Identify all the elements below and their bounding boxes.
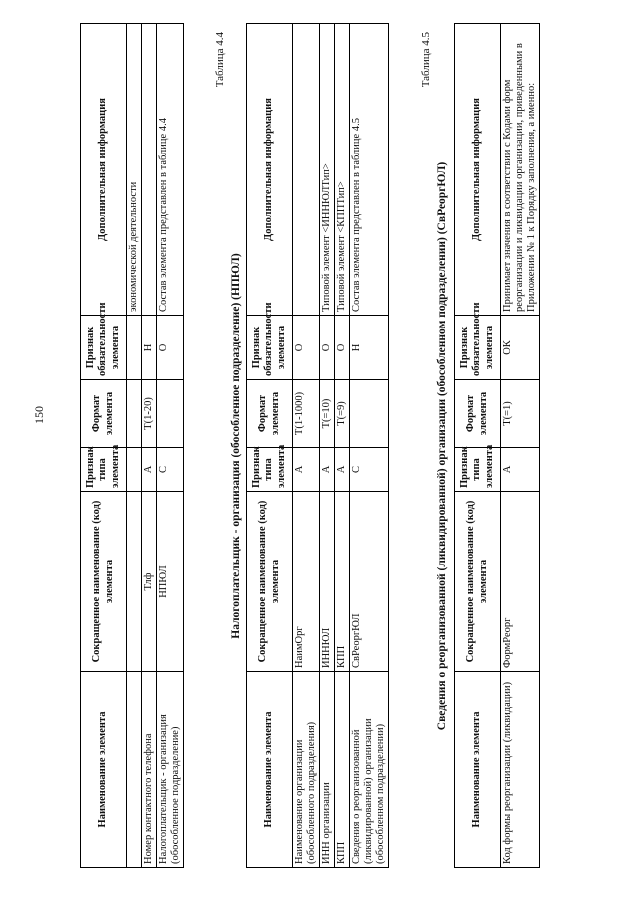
table-label-4-5: Таблица 4.5 — [420, 32, 432, 88]
col-header-mandatory: Признак обязательности элемента — [247, 316, 293, 380]
table-row — [501, 24, 540, 868]
col-header-type: Признак типа элемента — [455, 448, 501, 492]
cell-name: Сведения о реорганизованной (ликвидированной) организации (обособленном подразделении) — [350, 672, 389, 868]
col-header-mandatory: Признак обязательности элемента — [81, 316, 127, 380]
table-title-4-5: Сведения о реорганизованной (ликвидированной) организации (обособленном подразделении) (СвРеоргЮЛ) — [436, 161, 448, 731]
table-row — [350, 24, 389, 868]
cell-info: Принимает значения в соответствии с Кодами форм реорганизации и ликвидации организации, приведенными в Приложении № 1 к Порядку заполнения, а именно: — [501, 24, 540, 316]
cell-info: Состав элемента представлен в таблице 4.5 — [350, 24, 389, 316]
cell-name: ИНН организации — [320, 672, 335, 868]
col-header-type: Признак типа элемента — [81, 448, 127, 492]
cell-type: А — [501, 448, 540, 492]
cell-mandatory: О — [335, 316, 350, 380]
col-header-info: Дополнительная информация — [81, 24, 127, 316]
cell-type: С — [157, 448, 184, 492]
cell-code — [127, 492, 142, 672]
table-row — [320, 24, 335, 868]
cell-info — [142, 24, 157, 316]
cell-name — [127, 672, 142, 868]
cell-format: T(1-20) — [142, 380, 157, 448]
table-row — [142, 24, 157, 868]
cell-mandatory: Н — [142, 316, 157, 380]
cell-format: T(=9) — [335, 380, 350, 448]
col-header-mandatory: Признак обязательности элемента — [455, 316, 501, 380]
cell-format: T(1-1000) — [293, 380, 320, 448]
cell-code: КПП — [335, 492, 350, 672]
cell-code: НПЮЛ — [157, 492, 184, 672]
col-header-code: Сокращенное наименование (код) элемента — [455, 492, 501, 672]
cell-info: Типовой элемент <ИННЮЛТип> — [320, 24, 335, 316]
col-header-type: Признак типа элемента — [247, 448, 293, 492]
cell-type — [127, 448, 142, 492]
col-header-name: Наименование элемента — [81, 672, 127, 868]
cell-info: экономической деятельности — [127, 24, 142, 316]
cell-mandatory: О — [293, 316, 320, 380]
cell-code: НаимОрг — [293, 492, 320, 672]
cell-format: T(=10) — [320, 380, 335, 448]
cell-format — [350, 380, 389, 448]
table-4-5 — [454, 23, 540, 868]
cell-name: Номер контактного телефона — [142, 672, 157, 868]
cell-code: ФормРеорг — [501, 492, 540, 672]
col-header-info: Дополнительная информация — [247, 24, 293, 316]
page-number: 150 — [32, 406, 46, 424]
table-row — [293, 24, 320, 868]
cell-code: СвРеоргЮЛ — [350, 492, 389, 672]
col-header-name: Наименование элемента — [455, 672, 501, 868]
table-4-4 — [246, 23, 389, 868]
col-header-format: Формат элемента — [455, 380, 501, 448]
cell-type: А — [320, 448, 335, 492]
cell-code: Тлф — [142, 492, 157, 672]
cell-info: Состав элемента представлен в таблице 4.4 — [157, 24, 184, 316]
table-label-4-4: Таблица 4.4 — [214, 32, 226, 88]
cell-mandatory: О — [320, 316, 335, 380]
col-header-name: Наименование элемента — [247, 672, 293, 868]
table-row — [127, 24, 142, 868]
cell-mandatory: ОК — [501, 316, 540, 380]
cell-mandatory: Н — [350, 316, 389, 380]
table-title-4-4: Налогоплательщик - организация (обособленное подразделение) (НПЮЛ) — [230, 253, 242, 639]
cell-name: Налогоплательщик - организация (обособленное подразделение) — [157, 672, 184, 868]
cell-format — [127, 380, 142, 448]
table-continuation — [80, 23, 184, 868]
cell-format: T(=1) — [501, 380, 540, 448]
cell-mandatory: О — [157, 316, 184, 380]
cell-code: ИННЮЛ — [320, 492, 335, 672]
cell-name: КПП — [335, 672, 350, 868]
cell-type: А — [142, 448, 157, 492]
cell-name: Наименование организации (обособленного подразделения) — [293, 672, 320, 868]
cell-format — [157, 380, 184, 448]
col-header-code: Сокращенное наименование (код) элемента — [247, 492, 293, 672]
cell-mandatory — [127, 316, 142, 380]
cell-info: Типовой элемент <КППТип> — [335, 24, 350, 316]
col-header-code: Сокращенное наименование (код) элемента — [81, 492, 127, 672]
cell-info — [293, 24, 320, 316]
col-header-info: Дополнительная информация — [455, 24, 501, 316]
col-header-format: Формат элемента — [81, 380, 127, 448]
cell-name: Код формы реорганизации (ликвидации) — [501, 672, 540, 868]
col-header-format: Формат элемента — [247, 380, 293, 448]
cell-type: А — [335, 448, 350, 492]
cell-type: А — [293, 448, 320, 492]
table-row — [157, 24, 184, 868]
table-row — [335, 24, 350, 868]
cell-type: С — [350, 448, 389, 492]
